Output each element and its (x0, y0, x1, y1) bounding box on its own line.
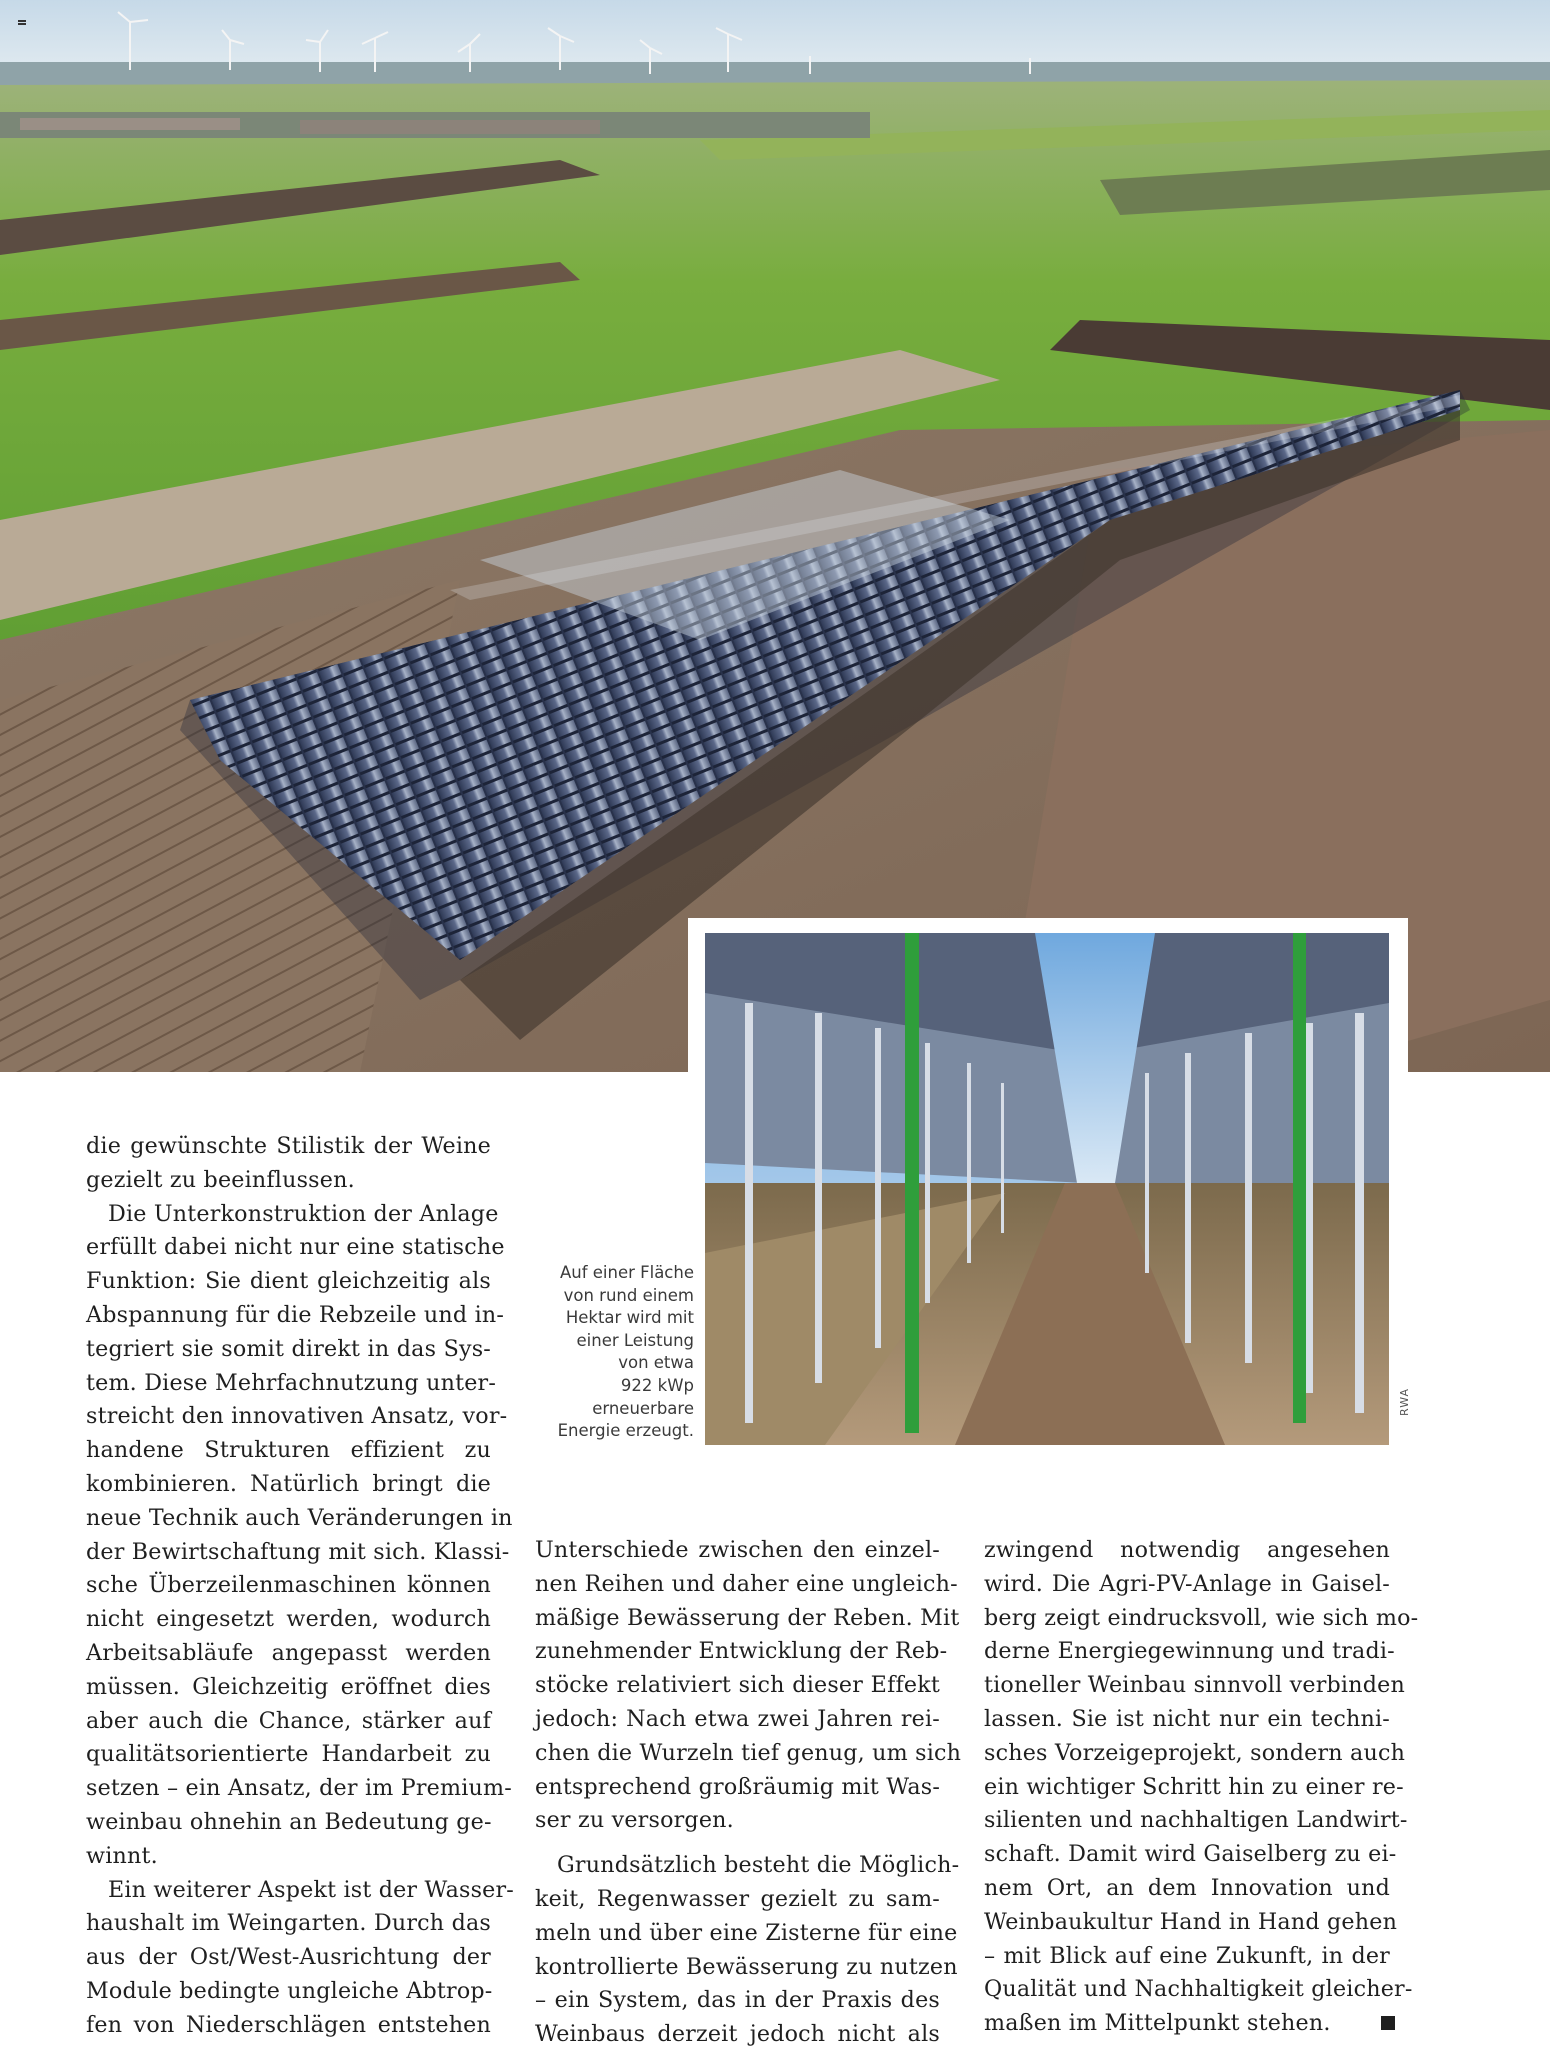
text-line: zunehmender Entwicklung der Reb- (535, 1638, 948, 1665)
caption-line: erneuerbare (592, 1398, 694, 1418)
text-line: gezielt zu beeinflussen. (86, 1166, 355, 1193)
paragraph-gap (535, 1838, 940, 1849)
text-line: aber auch die Chance, stärker auf (86, 1707, 491, 1734)
text-line: winnt. (86, 1842, 158, 1869)
text-line: sche Überzeilenmaschinen können (86, 1572, 491, 1599)
text-line: Weinbaus derzeit jedoch nicht als (535, 2021, 940, 2048)
text-line: schaft. Damit wird Gaiselberg zu ei- (984, 1841, 1397, 1868)
text-line: Funktion: Sie dient gleichzeitig als (86, 1268, 491, 1295)
text-line: Grundsätzlich besteht die Möglich- (557, 1852, 960, 1879)
caption-line: 922 kWp (620, 1375, 694, 1395)
text-column-3 (984, 1534, 1419, 2041)
text-line: – ein System, das in der Praxis des (535, 1987, 940, 2014)
text-column-1 (86, 1130, 515, 2043)
hero-corner-mark (18, 20, 26, 27)
caption-line: Auf einer Fläche (559, 1263, 694, 1282)
text-line: zwingend notwendig angesehen (984, 1537, 1390, 1563)
text-line: meln und über eine Zisterne für eine (535, 1919, 958, 1946)
text-line: erfüllt dabei nicht nur eine statische (86, 1234, 505, 1261)
text-line: weinbau ohnehin an Bedeutung ge- (86, 1808, 492, 1835)
inset-photo (705, 933, 1389, 1445)
photo-credit: RWA (1398, 1388, 1411, 1416)
text-line: Arbeitsabläufe angepasst werden (86, 1639, 491, 1666)
text-line: streicht den innovativen Ansatz, vor- (86, 1403, 508, 1430)
text-line: stöcke relativiert sich dieser Effekt (535, 1672, 940, 1699)
text-line: haushalt im Weingarten. Durch das (86, 1910, 491, 1937)
caption-line: von etwa (618, 1353, 694, 1373)
text-line: keit, Regenwasser gezielt zu sam- (535, 1885, 940, 1912)
text-line: Weinbaukultur Hand in Hand gehen (984, 1908, 1398, 1935)
text-line: nicht eingesetzt werden, wodurch (86, 1606, 491, 1633)
text-line: aus der Ost/West-Ausrichtung der (86, 1944, 491, 1971)
text-line: mäßige Bewässerung der Reben. Mit (535, 1604, 960, 1631)
text-line: Ein weiterer Aspekt ist der Wasser- (108, 1876, 515, 1903)
caption-line: einer Leistung (576, 1330, 694, 1350)
text-line: handene Strukturen effizient zu (86, 1437, 491, 1464)
text-line: die gewünschte Stilistik der Weine (86, 1133, 491, 1159)
text-line: entsprechend großräumig mit Was- (535, 1773, 941, 1800)
text-column-2 (535, 1534, 962, 2052)
text-line: kombinieren. Natürlich bringt die (86, 1470, 491, 1497)
text-line: Unterschiede zwischen den einzel- (535, 1537, 940, 1563)
text-line: Qualität und Nachhaltigkeit gleicher- (984, 1976, 1413, 2003)
text-line: nen Reihen und daher eine ungleich- (535, 1570, 958, 1597)
text-line-final (984, 2007, 1390, 2041)
text-line: tem. Diese Mehrfachnutzung unter- (86, 1369, 497, 1396)
text-line: ein wichtiger Schritt hin zu einer re- (984, 1773, 1404, 1800)
caption-line: Hektar wird mit (565, 1308, 694, 1328)
end-of-article-mark (1381, 2016, 1395, 2030)
photo-caption (540, 1262, 694, 1443)
text-line: kontrollierte Bewässerung zu nutzen (535, 1953, 958, 1980)
text-line: ser zu versorgen. (535, 1807, 734, 1834)
text-line: wird. Die Agri-PV-Anlage in Gaisel- (984, 1570, 1390, 1597)
text-line: chen die Wurzeln tief genug, um sich (535, 1739, 962, 1766)
final-line-text: maßen im Mittelpunkt stehen. (984, 2010, 1331, 2037)
text-line: neue Technik auch Veränderungen in (86, 1504, 513, 1531)
text-line: Die Unterkonstruktion der Anlage (108, 1200, 499, 1227)
text-line: müssen. Gleichzeitig eröffnet dies (86, 1673, 491, 1700)
text-line: sches Vorzeigeprojekt, sondern auch (984, 1739, 1406, 1766)
text-line: jedoch: Nach etwa zwei Jahren rei- (535, 1705, 940, 1732)
text-line: lassen. Sie ist nicht nur ein techni- (984, 1705, 1390, 1732)
text-line: – mit Blick auf eine Zukunft, in der (984, 1942, 1390, 1969)
text-line: tioneller Weinbau sinnvoll verbinden (984, 1672, 1405, 1699)
text-line: tegriert sie somit direkt in das Sys- (86, 1335, 491, 1362)
text-line: fen von Niederschlägen entstehen (86, 2011, 491, 2038)
text-line: silienten und nachhaltigen Landwirt- (984, 1807, 1408, 1834)
caption-line: Energie erzeugt. (557, 1421, 694, 1441)
text-line: berg zeigt eindrucksvoll, wie sich mo- (984, 1604, 1419, 1631)
text-line: setzen – ein Ansatz, der im Premium- (86, 1775, 512, 1802)
text-line: der Bewirtschaftung mit sich. Klassi- (86, 1538, 510, 1565)
caption-line: von rund einem (563, 1285, 694, 1305)
text-line: Module bedingte ungleiche Abtrop- (86, 1977, 493, 2004)
text-line: derne Energiegewinnung und tradi- (984, 1638, 1395, 1665)
inset-photo-illustration (705, 933, 1389, 1445)
text-line: qualitätsorientierte Handarbeit zu (86, 1741, 491, 1768)
text-line: nem Ort, an dem Innovation und (984, 1874, 1390, 1901)
text-line: Abspannung für die Rebzeile und in- (86, 1301, 505, 1328)
